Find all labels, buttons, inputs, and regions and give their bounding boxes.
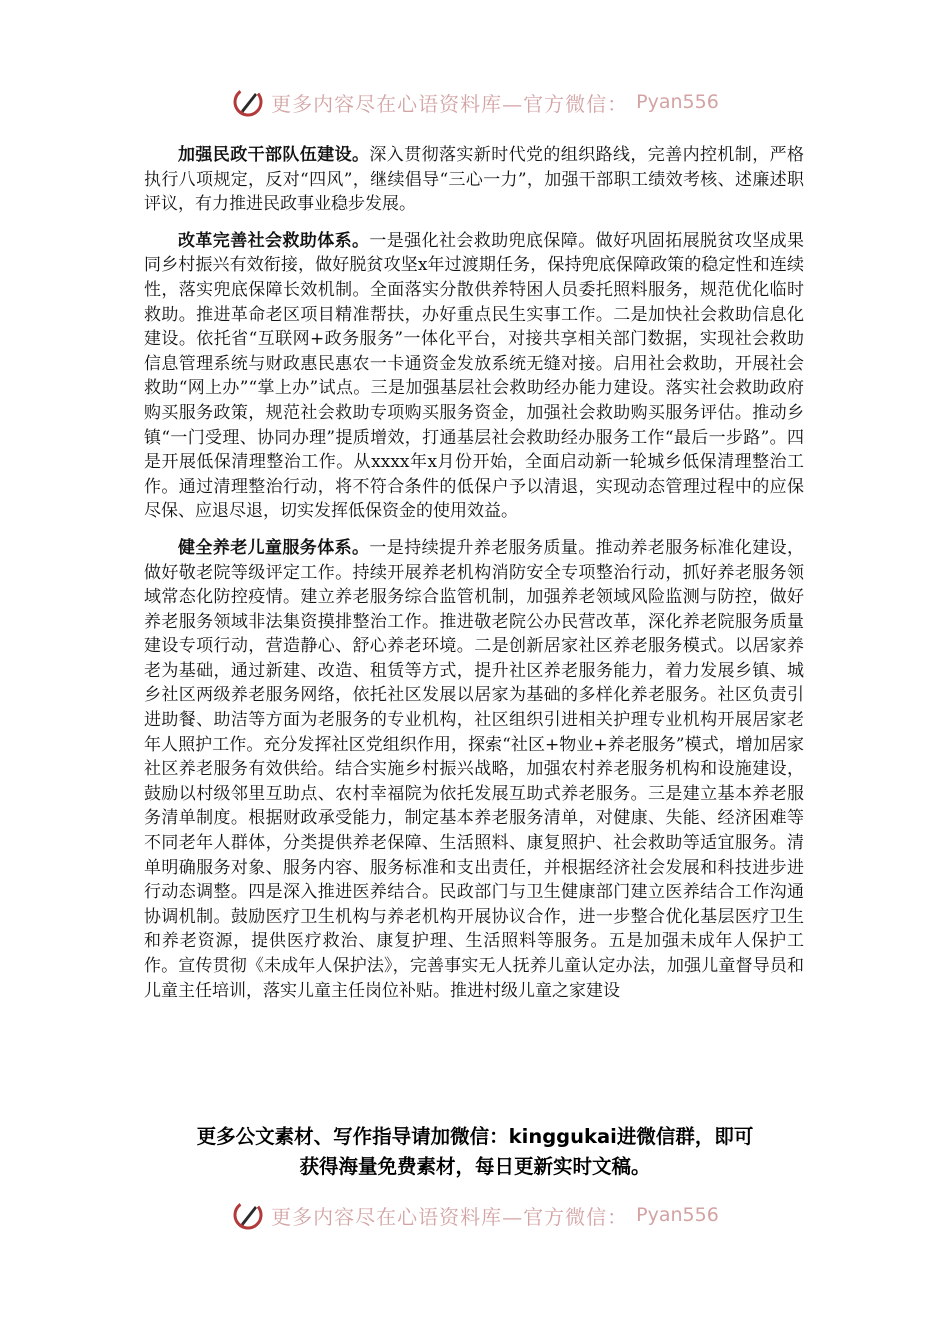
watermark-wechat-id: Pyan556 [636,91,719,113]
promo-line-2: 获得海量免费素材，每日更新实时文稿。 [299,1155,651,1178]
promo-line-1: 更多公文素材、写作指导请加微信：kinggukai进微信群，即可 [196,1125,754,1148]
watermark-wechat-id: Pyan556 [636,1204,719,1226]
paragraph-text: 一是强化社会救助兜底保障。做好巩固拓展脱贫攻坚成果同乡村振兴有效衔接，做好脱贫攻坚x年过渡期任务，保持兜底保障政策的稳定性和连续性，落实兜底保障长效机制。全面落实分散供养特困人员委托照料服务，规范优化临时救助。推进革命老区项目精准帮扶，办好重点民生实事工作。二是加快社会救助信息化建设。依托省“互联网+政务服务”一体化平台，对接共享相关部门数据，实现社会救助信息管理系统与财政惠民惠农一卡通资金发放系统无缝对接。启用社会救助，开展社会救助“网上办”“掌上办”试点。三是加强基层社会救助经办能力建设。落实社会救助政府购买服务政策，规范社会救助专项购买服务资金，加强社会救助购买服务评估。推动乡镇“一门受理、协同办理”提质增效，打通基层社会救助经办服务工作“最后一步路”。四是开展低保清理整治工作。从xxxx年x月份开始，全面启动新一轮城乡低保清理整治工作。通过清理整治行动，将不符合条件的低保户予以清退，实现动态管理过程中的应保尽保、应退尽退，切实发挥低保资金的使用效益。 [144,230,805,522]
paragraph-cadre-team [144,143,804,217]
brush-logo-icon [231,85,265,119]
brush-logo-icon [231,1198,265,1232]
footer-watermark [0,1195,950,1235]
watermark-text: 更多内容尽在心语资料库—官方微信： [271,1204,629,1229]
document-body [144,143,804,1015]
paragraph-elderly-children [144,536,804,1003]
paragraph-social-assistance [144,229,804,524]
paragraph-heading: 改革完善社会救助体系。 [178,230,370,251]
watermark-text: 更多内容尽在心语资料库—官方微信： [271,91,629,116]
paragraph-text: 深入贯彻落实新时代党的组织路线，完善内控机制，严格执行八项规定，反对“四风”，继续倡导“三心一力”，加强干部职工绩效考核、述廉述职评议，有力推进民政事业稳步发展。 [144,145,805,215]
header-watermark [0,82,950,122]
paragraph-heading: 加强民政干部队伍建设。 [178,145,370,165]
paragraph-text: 一是持续提升养老服务质量。推动养老服务标准化建设，做好敬老院等级评定工作。持续开展养老机构消防安全专项整治行动，抓好养老服务领域常态化防控疫情。建立养老服务综合监管机制，加强养老领域风险监测与防控，做好养老服务领域非法集资摸排整治工作。推进敬老院公办民营改革，深化养老院服务质量建设专项行动，营造静心、舒心养老环境。二是创新居家社区养老服务模式。以居家养老为基础，通过新建、改造、租赁等方式，提升社区养老服务能力，着力发展乡镇、城乡社区两级养老服务网络，依托社区发展以居家为基础的多样化养老服务。社区负责引进助餐、助洁等方面为老服务的专业机构，社区组织引进相关护理专业机构开展居家老年人照护工作。充分发挥社区党组织作用，探索“社区+物业+养老服务”模式，增加居家社区养老服务有效供给。结合实施乡村振兴战略，加强农村养老服务机构和设施建设，鼓励以村级邻里互助点、农村幸福院为依托发展互助式养老服务。三是建立基本养老服务清单制度。根据财政承受能力，制定基本养老服务清单，对健康、失能、经济困难等不同老年人群体，分类提供养老保障、生活照料、康复照护、社会救助等适宜服务。清单明确服务对象、服务内容、服务标准和支出责任，并根据经济社会发展和科技进步进行动态调整。四是深入推进医养结合。民政部门与卫生健康部门建立医养结合工作沟通协调机制。鼓励医疗卫生机构与养老机构开展协议合作，进一步整合优化基层医疗卫生和养老资源，提供医疗救治、康复护理、生活照料等服务。五是加强未成年人保护工作。宣传贯彻《未成年人保护法》，完善事实无人抚养儿童认定办法，加强儿童督导员和儿童主任培训，落实儿童主任岗位补贴。推进村级儿童之家建设 [144,537,805,1001]
promo-banner [130,1122,820,1182]
paragraph-heading: 健全养老儿童服务体系。 [178,537,370,558]
